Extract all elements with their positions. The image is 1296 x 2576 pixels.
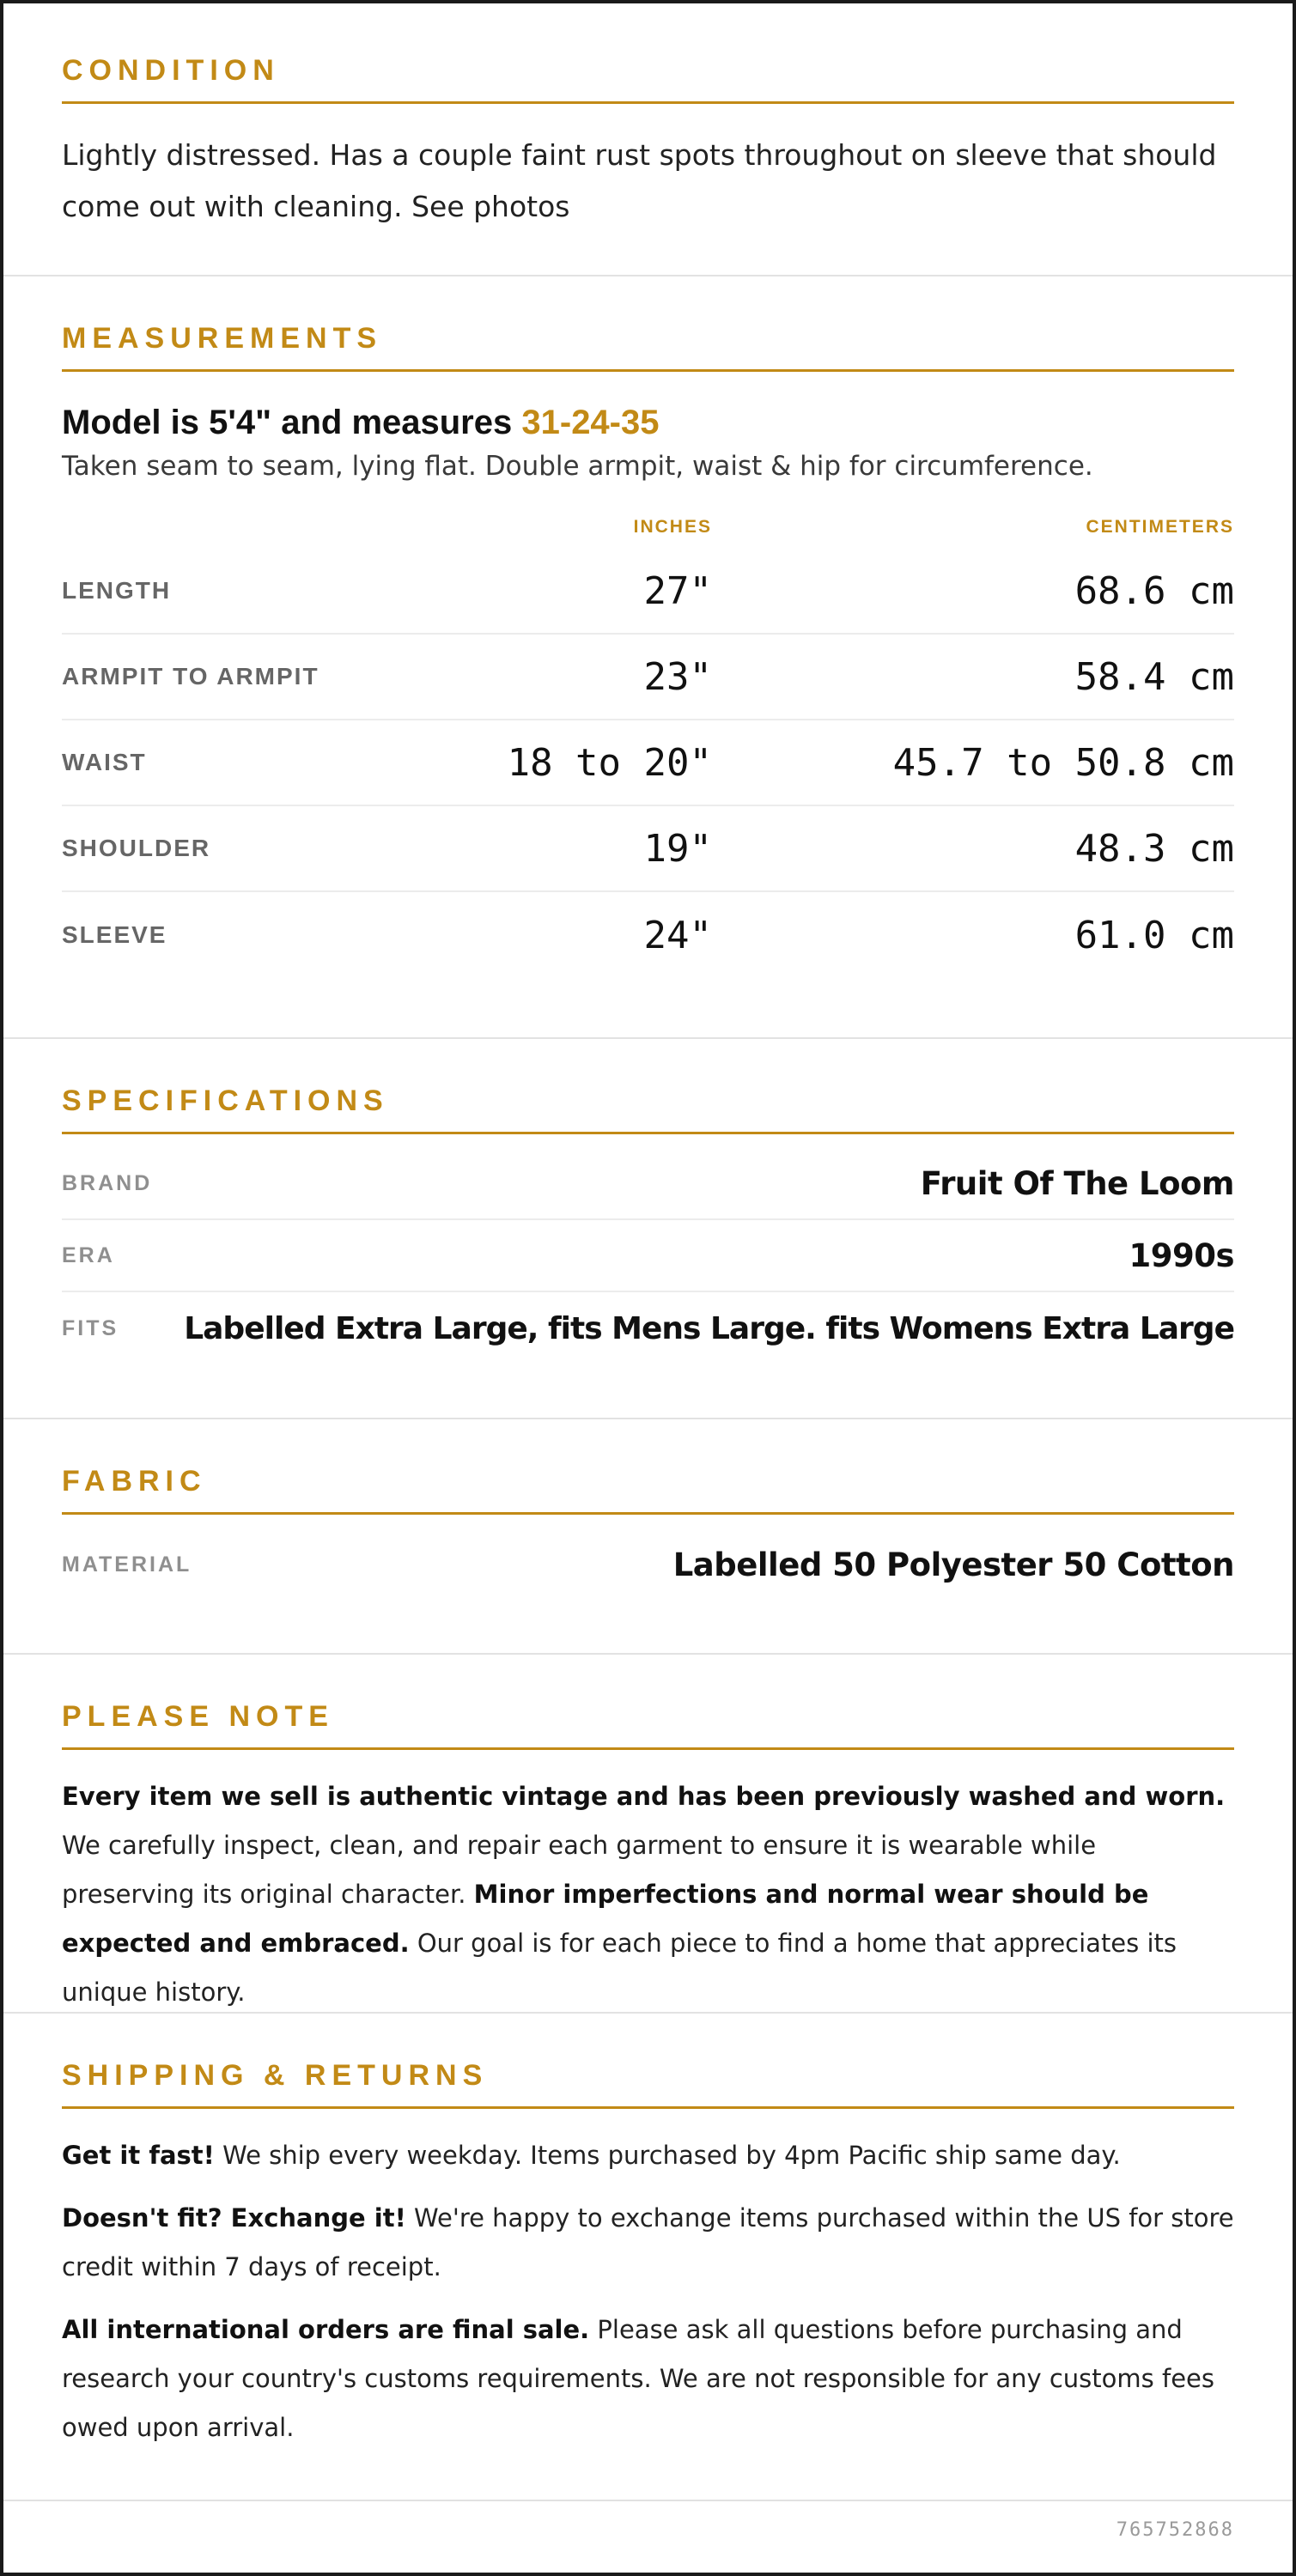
measurement-inches: 24" xyxy=(643,913,712,957)
measurement-row-length xyxy=(62,549,1234,635)
measurement-cm: 45.7 to 50.8 cm xyxy=(892,740,1234,785)
specifications-table xyxy=(62,1148,1234,1364)
measurements-section xyxy=(3,276,1293,1039)
fabric-section xyxy=(3,1419,1293,1655)
measurement-inches: 18 to 20" xyxy=(507,740,712,785)
measurement-label: LENGTH xyxy=(62,577,172,604)
model-prefix: Model is 5'4" and measures xyxy=(62,404,513,441)
measurement-label: WAIST xyxy=(62,749,147,775)
measurement-cm: 58.4 cm xyxy=(1074,654,1234,699)
measurement-label: SLEEVE xyxy=(62,921,167,948)
fabric-label: MATERIAL xyxy=(62,1552,192,1577)
please-note-section xyxy=(3,1655,1293,2014)
please-note-title: PLEASE NOTE xyxy=(62,1698,1234,1750)
measurement-label: SHOULDER xyxy=(62,835,211,861)
specifications-section xyxy=(3,1039,1293,1419)
measurements-title: MEASUREMENTS xyxy=(62,319,1234,372)
item-id: 765752868 xyxy=(1116,2519,1234,2541)
measurement-inches: 23" xyxy=(643,654,712,699)
condition-text: Lightly distressed. Has a couple faint rust spots throughout on sleeve that should come out with cleaning. See photos xyxy=(62,138,1217,223)
measurement-note: Taken seam to seam, lying flat. Double armpit, waist & hip for circumference. xyxy=(62,451,1093,482)
please-note-bold-1: Every item we sell is authentic vintage and has been previously washed and worn. xyxy=(62,1782,1226,1811)
measurement-table xyxy=(62,549,1234,978)
shipping-text xyxy=(62,2131,1234,2452)
please-note-text-1: We carefully inspect, clean, and repair each garment to ensure it is wearable while preserving its original character. xyxy=(62,1831,1097,1909)
fabric-table xyxy=(62,1528,1234,1601)
measurement-row-shoulder xyxy=(62,806,1234,892)
measurement-inches: 19" xyxy=(643,826,712,871)
measurement-row-waist xyxy=(62,720,1234,806)
measurement-row-armpit xyxy=(62,635,1234,720)
shipping-title: SHIPPING & RETURNS xyxy=(62,2057,1234,2109)
shipping-text-2: We're happy to exchange items purchased within the US for store credit within 7 days of receipt. xyxy=(62,2203,1234,2281)
please-note-bold-2: Minor imperfections and normal wear should be expected and embraced. xyxy=(62,1880,1149,1958)
shipping-bold-3: All international orders are final sale. xyxy=(62,2315,590,2344)
spec-label: FITS xyxy=(62,1315,119,1340)
fabric-value: Labelled 50 Polyester 50 Cotton xyxy=(672,1546,1234,1583)
condition-section xyxy=(3,3,1293,276)
shipping-bold-2: Doesn't fit? Exchange it! xyxy=(62,2203,406,2233)
specifications-title: SPECIFICATIONS xyxy=(62,1082,1234,1134)
shipping-bold-1: Get it fast! xyxy=(62,2141,215,2170)
measurement-cm: 48.3 cm xyxy=(1074,826,1234,871)
measurement-cm: 68.6 cm xyxy=(1074,568,1234,613)
fabric-title: FABRIC xyxy=(62,1462,1234,1515)
measurement-inches: 27" xyxy=(643,568,712,613)
spec-value: Fruit Of The Loom xyxy=(920,1164,1234,1202)
shipping-text-1: We ship every weekday. Items purchased by 4pm Pacific ship same day. xyxy=(214,2141,1121,2170)
please-note-text-2: Our goal is for each piece to find a home that appreciates its unique history. xyxy=(62,1929,1177,2007)
spec-label: BRAND xyxy=(62,1170,153,1195)
measurement-cm: 61.0 cm xyxy=(1074,913,1234,957)
measurement-row-sleeve xyxy=(62,892,1234,978)
spec-value: 1990s xyxy=(1129,1236,1234,1274)
shipping-paragraph-international xyxy=(62,2306,1234,2452)
spec-value: Labelled Extra Large, fits Mens Large. fits Womens Extra Large xyxy=(184,1310,1234,1346)
shipping-paragraph-fast xyxy=(62,2131,1234,2180)
cm-column-header: CENTIMETERS xyxy=(1086,517,1234,537)
spec-row-fits xyxy=(62,1292,1234,1364)
measurement-column-headers xyxy=(62,514,1234,540)
shipping-section xyxy=(3,2014,1293,2501)
condition-title: CONDITION xyxy=(62,52,1234,104)
measurement-label: ARMPIT TO ARMPIT xyxy=(62,663,319,690)
shipping-paragraph-exchange xyxy=(62,2194,1234,2292)
please-note-text xyxy=(62,1772,1234,2017)
spec-row-brand xyxy=(62,1148,1234,1220)
spec-row-era xyxy=(62,1220,1234,1292)
model-measurements-heading xyxy=(62,401,1234,444)
spec-label: ERA xyxy=(62,1242,115,1267)
fabric-row-material xyxy=(62,1528,1234,1601)
model-measures: 31-24-35 xyxy=(521,404,660,441)
shipping-text-3: Please ask all questions before purchasing and research your country's customs requirements. We are not responsible for any customs fees owed upon arrival. xyxy=(62,2315,1214,2442)
inches-column-header: INCHES xyxy=(633,517,712,537)
